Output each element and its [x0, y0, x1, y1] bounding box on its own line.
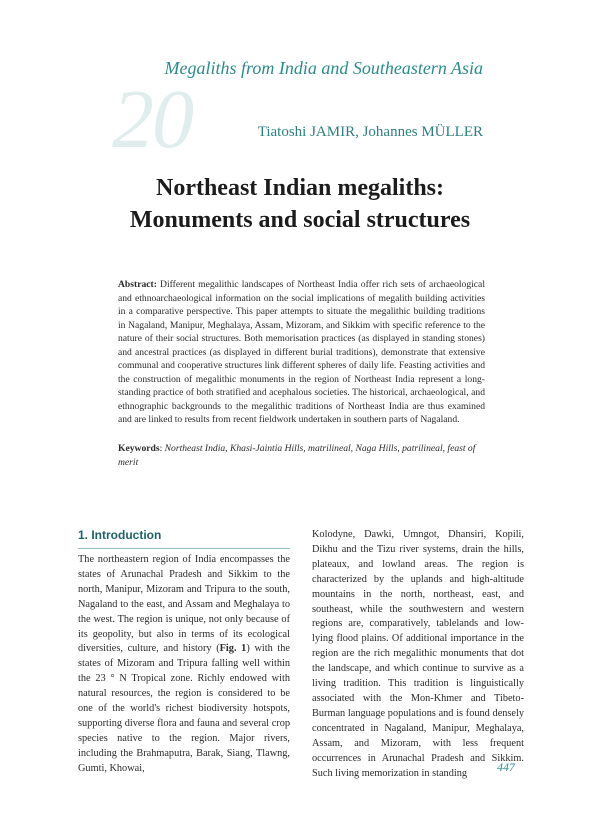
chapter-number: 20	[112, 73, 192, 166]
abstract-label: Abstract:	[118, 279, 157, 290]
text-column-right	[312, 528, 524, 781]
series-title: Megaliths from India and Southeastern Asia	[164, 58, 483, 78]
paper-title-line-1: Northeast Indian megaliths:	[155, 175, 444, 201]
text-column-left	[78, 528, 290, 777]
intro-text-after-ref: ) with the states of Mizoram and Tripura falling well within the 23 ° N Tropical zone. Richly endowed with natural resources, the region is considered to be one of the world's richest biodiversity hotspots, supporting diverse flora and fauna and several crop species native to the region. Major rivers, including the Brahmaputra, Barak, Siang, Tlawng, Gumti, Khowai,	[78, 643, 290, 774]
intro-text-before-ref: The northeastern region of India encompasses the states of Arunachal Pradesh and Sikkim to the north, Manipur, Mizoram and Tripura to the south, Nagaland to the east, and Assam and Meghalaya to the west. The region is unique, not only because of its geopolity, but also in terms of its ecological diversities, culture, and history (	[78, 554, 290, 655]
heading-divider	[78, 548, 290, 549]
figure-reference-link[interactable]: Fig. 1	[219, 643, 247, 655]
page-number: 447	[497, 760, 515, 774]
keywords-label: Keywords	[118, 443, 160, 454]
abstract-text: Different megalithic landscapes of Northeast India offer rich sets of archaeological and ethnoarchaeological information on the social implications of megalith building activities in a comparative perspective. This paper attempts to situate the megalithic building traditions in Nagaland, Manipur, Meghalaya, Assam, Mizoram, and Sikkim with specific reference to the nature of their social structures. Both memorisation practices (as displayed in standing stones) and ancestral practices (as displayed in different burial traditions), demonstrate that extensive communal and cooperative structures link different spheres of daily life. Feasting activities and the construction of megalithic monuments in the region of Northeast India represent a long-standing practice of both stratified and acephalous societies. The historical, archaeological, and ethnographic backgrounds to the megalithic traditions of Northeast India are thus examined and are linked to results from recent fieldwork undertaken in southern parts of Nagaland.	[118, 279, 485, 425]
abstract	[118, 278, 485, 427]
authors: Tiatoshi JAMIR, Johannes MÜLLER	[257, 124, 483, 140]
intro-paragraph-left	[78, 553, 290, 777]
keywords-text: Northeast India, Khasi-Jaintia Hills, matrilineal, Naga Hills, patrilineal, feast of merit	[118, 443, 476, 468]
keywords: Keywords: Northeast India, Khasi-Jaintia Hills, matrilineal, Naga Hills, patrilineal, feast of merit	[118, 443, 476, 468]
paper-title-line-2: Monuments and social structures	[129, 207, 471, 233]
intro-paragraph-right: Kolodyne, Dawki, Umngot, Dhansiri, Kopili, Dikhu and the Tizu river systems, drain the hills, plateaux, and lowland areas. The region is characterized by the uplands and high-altitude mountains in the north, northeast, east, and southeast, while the southwestern and western regions are, comparatively, tablelands and low-lying flood plains. Of additional importance in the region are the rich megalithic monuments that dot the landscape, and which continue to survive as a living tradition. This tradition is linguistically associated with the Mon-Khmer and Tibeto-Burman language populations and is found densely concentrated in Nagaland, Manipur, Meghalaya, Assam, and Mizoram, with less frequent occurrences in Arunachal Pradesh and Sikkim. Such living memorization in standing	[312, 529, 524, 779]
section-heading: 1. Introduction	[78, 528, 162, 542]
paper-title	[0, 172, 600, 236]
